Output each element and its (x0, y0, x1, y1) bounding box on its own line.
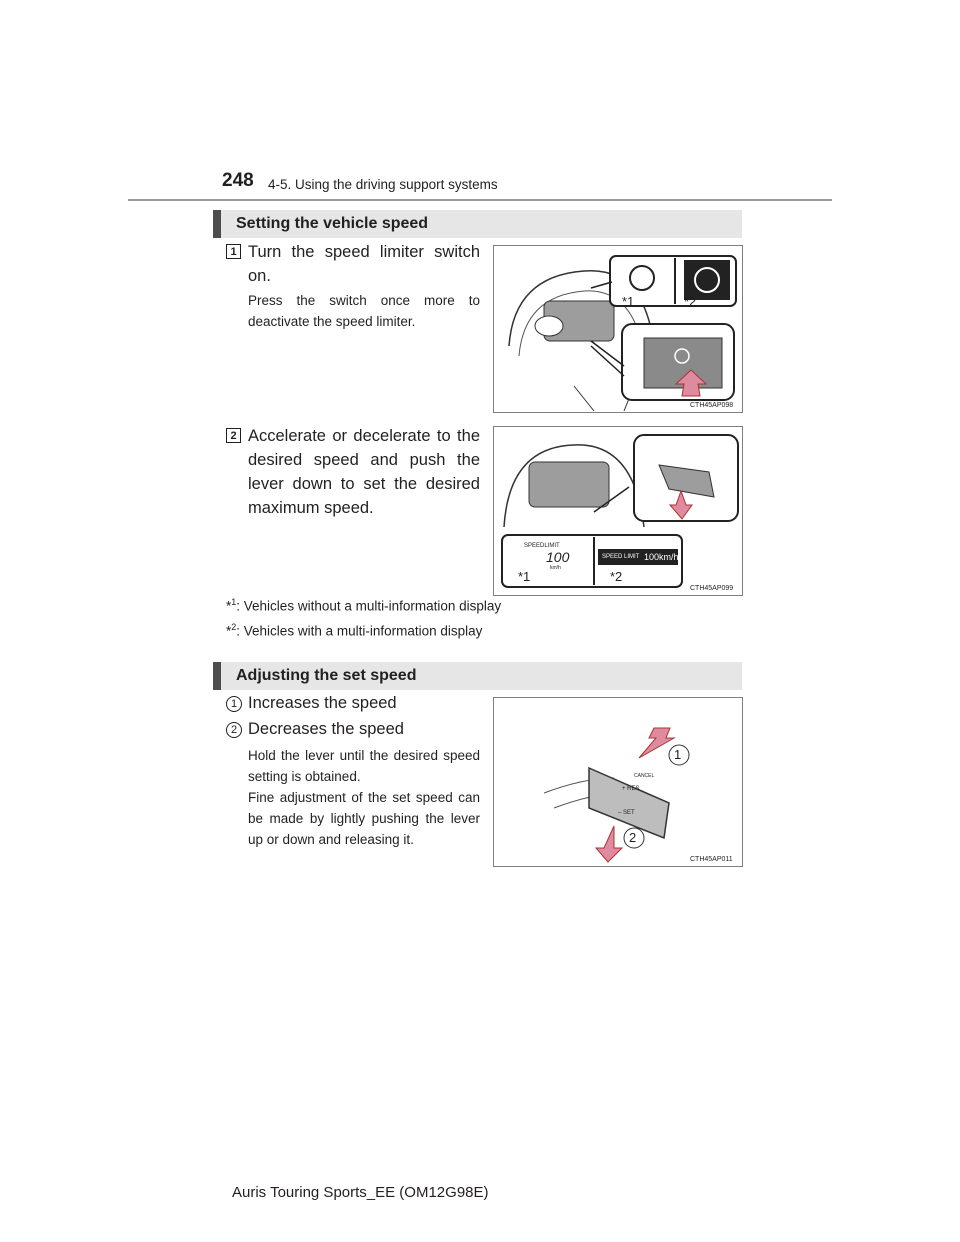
note-2: *$^2$: Vehicles with a multi-information display (226, 622, 483, 639)
adjust-item-1-text: Increases the speed (248, 694, 397, 712)
fig3-code: CTH45AP011 (690, 856, 733, 863)
fig3-res-text: + RES (622, 786, 640, 792)
fig1-label-2: *2 (684, 294, 697, 309)
step-2-text: Accelerate or decelerate to the desired speed and push the lever down to set the desired maximum speed. (248, 427, 480, 517)
figure-speed-limiter-switch (493, 245, 743, 413)
step-1-text: Turn the speed limiter switch on. (248, 243, 480, 285)
fig2-mid-value: 100km/h (644, 552, 679, 562)
fig3-label-1: 1 (674, 747, 682, 762)
note-1: *$^1$: Vehicles without a multi-information display (226, 597, 502, 614)
adjust-item-2-badge: 2 (226, 722, 242, 738)
fig3-label-2: 2 (629, 830, 637, 845)
fig2-label-1: *1 (518, 569, 531, 584)
step-1-badge: 1 (226, 244, 241, 259)
fig2-label-2: *2 (610, 569, 623, 584)
setting-heading: Setting the vehicle speed (213, 210, 742, 238)
adjust-item-2-text: Decreases the speed (248, 720, 404, 738)
figure-lever-adjust (493, 697, 743, 867)
section-title: 4-5. Using the driving support systems (268, 177, 498, 192)
figure-speed-lever (493, 426, 743, 596)
step-2-badge: 2 (226, 428, 241, 443)
fig1-code: CTH45AP098 (690, 402, 734, 409)
fig2-code: CTH45AP099 (690, 585, 734, 592)
fig2-speed-value: 100 (546, 549, 570, 565)
fig2-mid-text: SPEED LIMIT (602, 554, 640, 560)
fig2-unit: km/h (550, 565, 561, 571)
adjust-sub-2: Fine adjustment of the set speed can be made by lightly pushing the lever up or down and releasing it. (248, 790, 480, 847)
header-rule (128, 199, 832, 201)
fig1-label-1: *1 (622, 294, 635, 309)
adjust-item-1-badge: 1 (226, 696, 242, 712)
adjusting-heading: Adjusting the set speed (213, 662, 742, 690)
step-1-sub: Press the switch once more to deactivate the speed limiter. (248, 293, 480, 329)
fig3-cancel-text: CANCEL (634, 773, 655, 779)
fig2-speedlimit-text: SPEEDLIMIT (524, 543, 560, 549)
footer-text: Auris Touring Sports_EE (OM12G98E) (232, 1184, 489, 1201)
fig3-set-text: – SET (618, 810, 635, 816)
adjust-sub-1: Hold the lever until the desired speed setting is obtained. (248, 748, 480, 784)
page-number: 248 (222, 170, 254, 191)
